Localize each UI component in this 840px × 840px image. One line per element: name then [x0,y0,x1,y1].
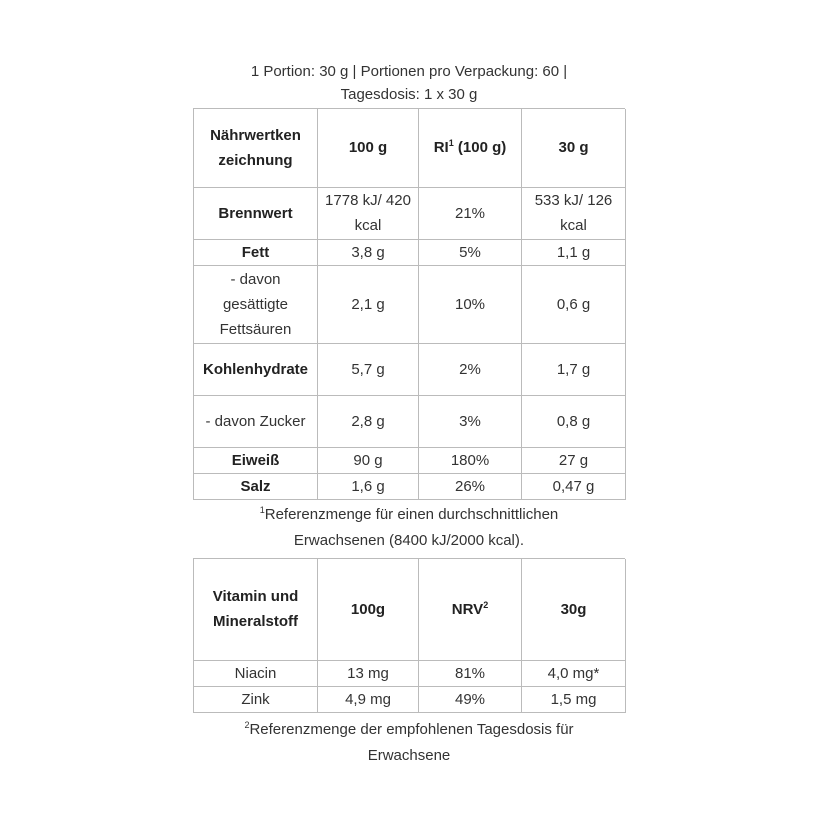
ri-footnote: $^1$Referenzmenge für einen durchschnittlichen Erwachsenen (8400 kJ/2000 kcal). [193,500,625,559]
table-row: Zink 4,9 mg 49% 1,5 mg [194,687,626,713]
nrv-footnote: $^2$Referenzmenge der empfohlenen Tagesdosis für Erwachsene [244,720,574,764]
nutrition-label [193,60,625,769]
table-row: Brennwert 1778 kJ/ 420 kcal 21% 533 kJ/ 126 kcal [194,187,626,239]
table-row: - davon gesättigte Fettsäuren 2,1 g 10% 0,6 g [194,265,626,343]
header-100g: 100 g [318,109,419,187]
table-header-row [194,559,626,661]
serving-line-1: 1 Portion: 30 g | Portionen pro Verpackung: 60 | [250,63,568,80]
serving-info [193,60,625,109]
table-row: Salz 1,6 g 26% 0,47 g [194,473,626,499]
header-nrv: NRV$^2$ [419,559,522,661]
table-row: Fett 3,8 g 5% 1,1 g [194,239,626,265]
header-30g: 30 g [522,109,626,187]
table-row: Kohlenhydrate 5,7 g 2% 1,7 g [194,343,626,395]
table-header-row [194,109,626,187]
header-nutrient: Nährwertken zeichnung [194,109,318,187]
header-ri: $RI^1$ (100 g) [419,109,522,187]
table-row: Eiweiß 90 g 180% 27 g [194,447,626,473]
vitamin-table [193,559,626,714]
header-100g: 100g [318,559,419,661]
table-row: Niacin 13 mg 81% 4,0 mg* [194,661,626,687]
table-row: - davon Zucker 2,8 g 3% 0,8 g [194,395,626,447]
header-30g: 30g [522,559,626,661]
nutrition-table [193,109,626,500]
serving-line-2: Tagesdosis: 1 x 30 g [340,86,478,103]
header-vitamin: Vitamin und Mineralstoff [194,559,318,661]
